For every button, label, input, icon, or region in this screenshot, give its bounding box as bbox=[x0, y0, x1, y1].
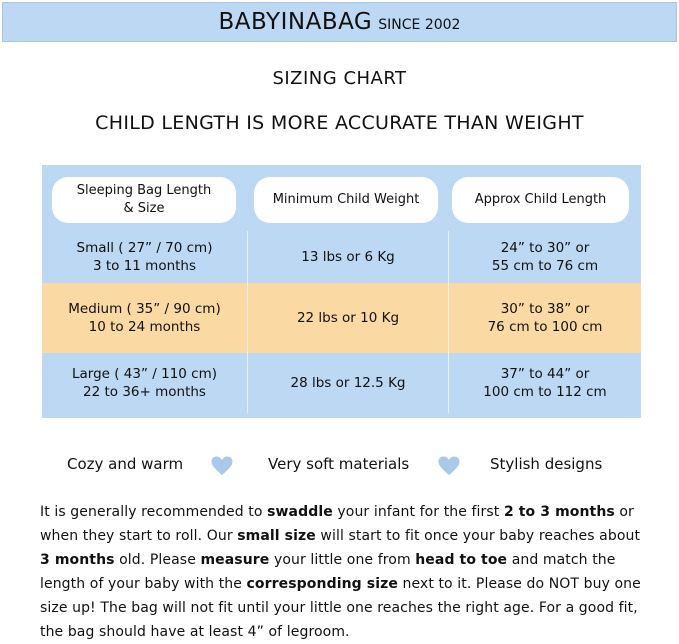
description-paragraph bbox=[40, 500, 650, 644]
text: or when they start to roll. Our bbox=[40, 504, 634, 544]
text: It is generally recommended to bbox=[40, 504, 268, 520]
header-bag-length bbox=[52, 177, 236, 223]
sizing-table bbox=[42, 165, 641, 418]
text: will start to fit once your baby reaches about bbox=[315, 528, 641, 544]
header-label: Minimum Child Weight bbox=[272, 192, 420, 207]
cell-length: 37” to 44” or 100 cm to 112 cm bbox=[483, 366, 607, 400]
text: old. Please bbox=[114, 552, 201, 568]
cell-weight: 13 lbs or 6 Kg bbox=[247, 231, 449, 283]
text: and match the length of your baby with the bbox=[40, 552, 616, 592]
feature-stylish: Stylish designs bbox=[490, 455, 603, 473]
heart-icon bbox=[437, 454, 461, 478]
text: next to it. Please do NOT buy one size up! The bag will not fit until your little one reaches the right age. For a good fit, the bag should have at least 4” of legroom. bbox=[40, 576, 641, 640]
bold-text: measure bbox=[200, 552, 270, 568]
table-row-small bbox=[42, 231, 641, 283]
brand-name: BABYINABAG bbox=[218, 9, 373, 35]
header-child-length bbox=[452, 177, 629, 223]
bold-text: 2 to 3 months bbox=[503, 504, 615, 520]
text: your little one from bbox=[269, 552, 416, 568]
features-row bbox=[0, 452, 679, 478]
feature-cozy: Cozy and warm bbox=[67, 455, 184, 473]
cell-size: Small ( 27” / 70 cm) 3 to 11 months bbox=[76, 240, 213, 274]
cell-size: Large ( 43” / 110 cm) 22 to 36+ months bbox=[71, 366, 218, 400]
text: your infant for the first bbox=[332, 504, 504, 520]
brand-header bbox=[2, 2, 677, 42]
page-subtitle: CHILD LENGTH IS MORE ACCURATE THAN WEIGHT bbox=[95, 112, 584, 134]
bold-text: swaddle bbox=[267, 504, 333, 520]
bold-text: head to toe bbox=[415, 552, 508, 568]
brand-since: SINCE 2002 bbox=[378, 17, 461, 33]
table-row-large bbox=[42, 353, 641, 413]
page-title: SIZING CHART bbox=[272, 68, 407, 89]
bold-text: small size bbox=[237, 528, 316, 544]
bold-text: corresponding size bbox=[246, 576, 398, 592]
header-label: Sleeping Bag Length & Size bbox=[76, 183, 212, 216]
feature-soft: Very soft materials bbox=[268, 455, 410, 473]
heart-icon bbox=[210, 454, 234, 478]
cell-weight: 28 lbs or 12.5 Kg bbox=[247, 353, 449, 413]
cell-length: 30” to 38” or 76 cm to 100 cm bbox=[487, 301, 603, 335]
header-min-weight bbox=[254, 177, 438, 223]
table-row-medium bbox=[42, 283, 641, 353]
cell-weight: 22 lbs or 10 Kg bbox=[247, 283, 449, 353]
cell-size: Medium ( 35” / 90 cm) 10 to 24 months bbox=[68, 301, 221, 335]
header-label: Approx Child Length bbox=[474, 192, 607, 207]
cell-length: 24” to 30” or 55 cm to 76 cm bbox=[491, 240, 599, 274]
bold-text: 3 months bbox=[40, 552, 115, 568]
